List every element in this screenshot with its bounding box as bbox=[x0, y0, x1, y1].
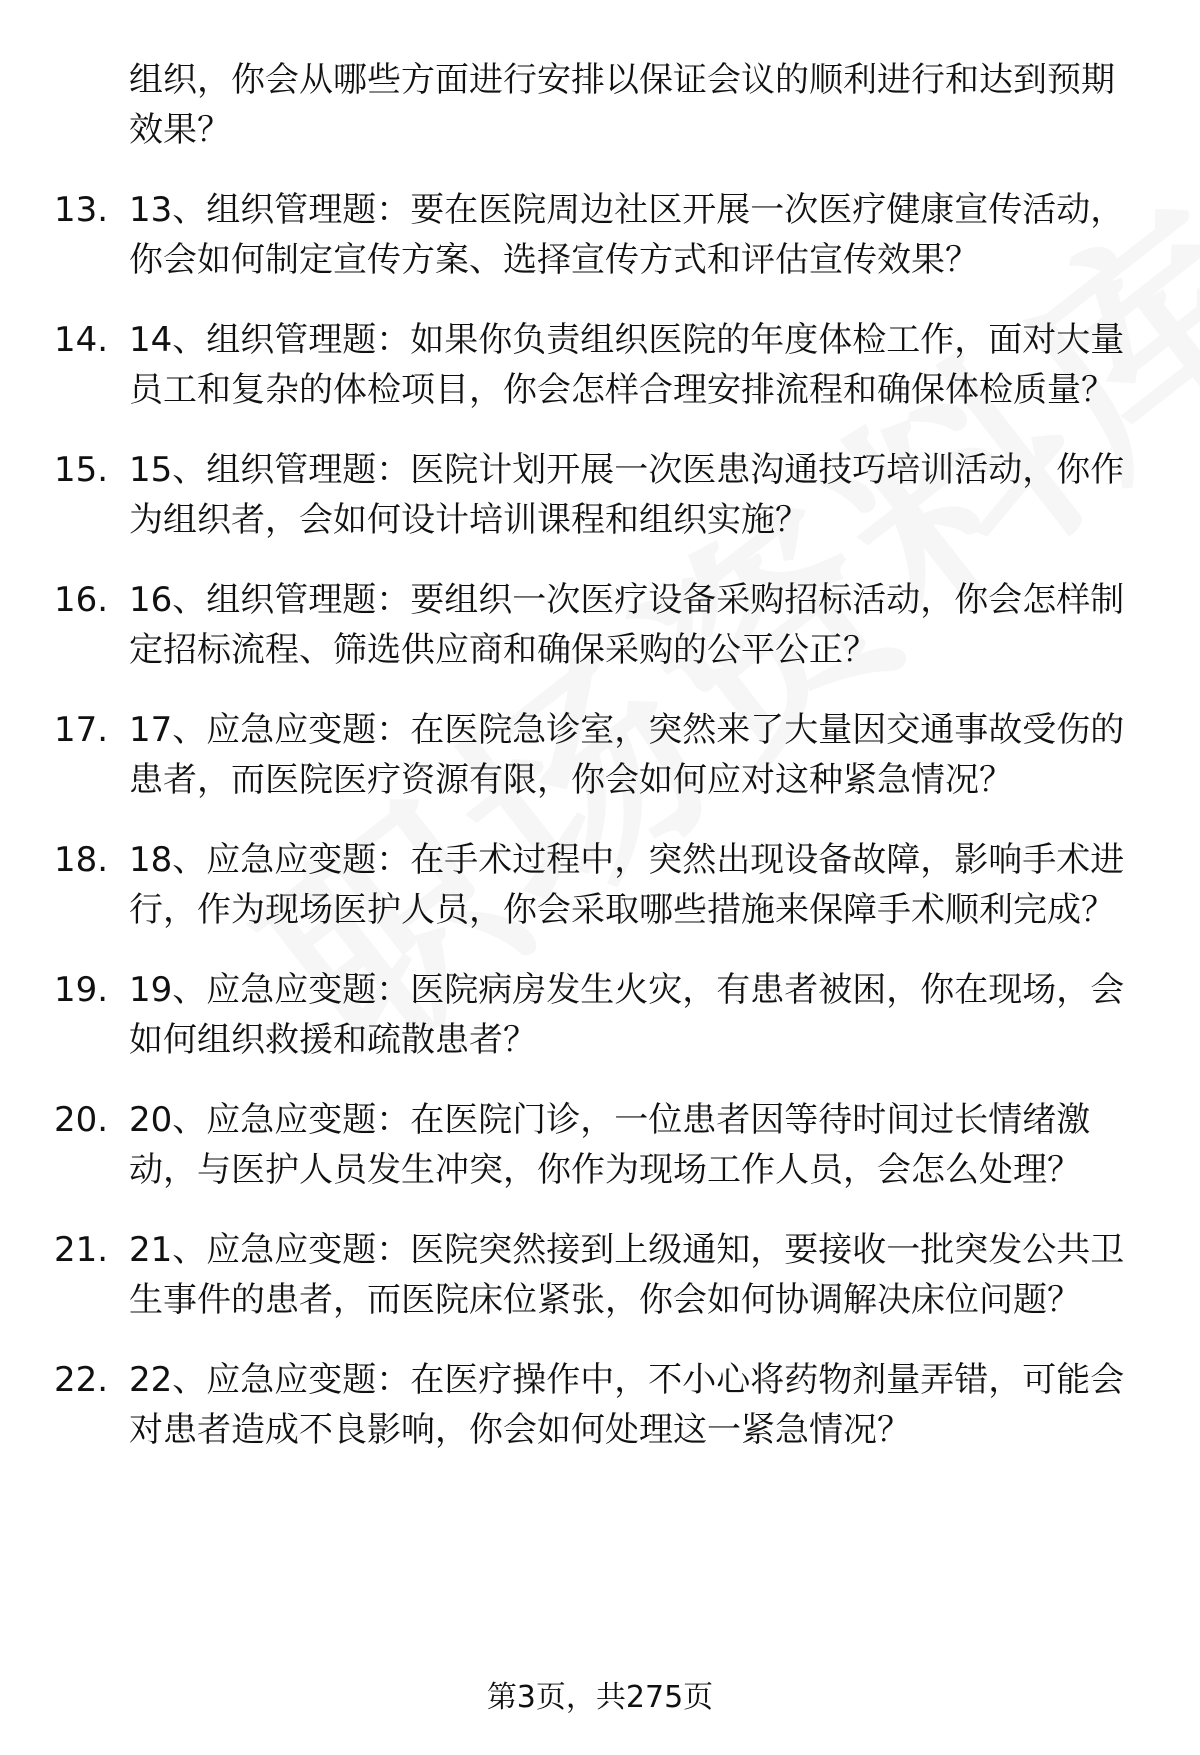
continuation-text: 组织，你会从哪些方面进行安排以保证会议的顺利进行和达到预期效果？ bbox=[129, 60, 1115, 150]
list-item-number: 18. bbox=[54, 840, 109, 880]
list-item-number: 13. bbox=[54, 190, 109, 230]
list-item bbox=[0, 1225, 1200, 1325]
list-item-text: 17、应急应变题：在医院急诊室，突然来了大量因交通事故受伤的患者，而医院医疗资源有限，你会如何应对这种紧急情况？ bbox=[129, 710, 1125, 800]
list-item bbox=[0, 185, 1200, 285]
list-item-number: 22. bbox=[54, 1360, 109, 1400]
list-item-text: 13、组织管理题：要在医院周边社区开展一次医疗健康宣传活动，你会如何制定宣传方案、选择宣传方式和评估宣传效果？ bbox=[129, 190, 1125, 280]
list-item-text: 20、应急应变题：在医院门诊，一位患者因等待时间过长情绪激动，与医护人员发生冲突，你作为现场工作人员，会怎么处理？ bbox=[129, 1100, 1091, 1190]
list-item-number: 15. bbox=[54, 450, 109, 490]
list-item-text: 16、组织管理题：要组织一次医疗设备采购招标活动，你会怎样制定招标流程、筛选供应商和确保采购的公平公正？ bbox=[129, 580, 1125, 670]
continuation-paragraph bbox=[0, 55, 1200, 155]
list-item bbox=[0, 1355, 1200, 1455]
list-item bbox=[0, 1095, 1200, 1195]
list-item bbox=[0, 445, 1200, 545]
document-body bbox=[0, 55, 1200, 1485]
list-item-number: 20. bbox=[54, 1100, 109, 1140]
list-item bbox=[0, 575, 1200, 675]
list-item-number: 16. bbox=[54, 580, 109, 620]
list-item-text: 15、组织管理题：医院计划开展一次医患沟通技巧培训活动，你作为组织者，会如何设计培训课程和组织实施？ bbox=[129, 450, 1125, 540]
list-item-number: 19. bbox=[54, 970, 109, 1010]
list-item-text: 21、应急应变题：医院突然接到上级通知，要接收一批突发公共卫生事件的患者，而医院床位紧张，你会如何协调解决床位问题？ bbox=[129, 1230, 1125, 1320]
list-item-number: 17. bbox=[54, 710, 109, 750]
list-item-text: 14、组织管理题：如果你负责组织医院的年度体检工作，面对大量员工和复杂的体检项目，你会怎样合理安排流程和确保体检质量？ bbox=[129, 320, 1125, 410]
list-item bbox=[0, 965, 1200, 1065]
list-item-text: 22、应急应变题：在医疗操作中，不小心将药物剂量弄错，可能会对患者造成不良影响，你会如何处理这一紧急情况？ bbox=[129, 1360, 1125, 1450]
list-item bbox=[0, 835, 1200, 935]
page-footer: 第3页，共275页 bbox=[486, 1680, 714, 1715]
list-item bbox=[0, 315, 1200, 415]
list-item-number: 21. bbox=[54, 1230, 109, 1270]
list-item-number: 14. bbox=[54, 320, 109, 360]
list-item bbox=[0, 705, 1200, 805]
list-item-text: 18、应急应变题：在手术过程中，突然出现设备故障，影响手术进行，作为现场医护人员，你会采取哪些措施来保障手术顺利完成？ bbox=[129, 840, 1125, 930]
list-item-text: 19、应急应变题：医院病房发生火灾，有患者被困，你在现场，会如何组织救援和疏散患者？ bbox=[129, 970, 1125, 1060]
